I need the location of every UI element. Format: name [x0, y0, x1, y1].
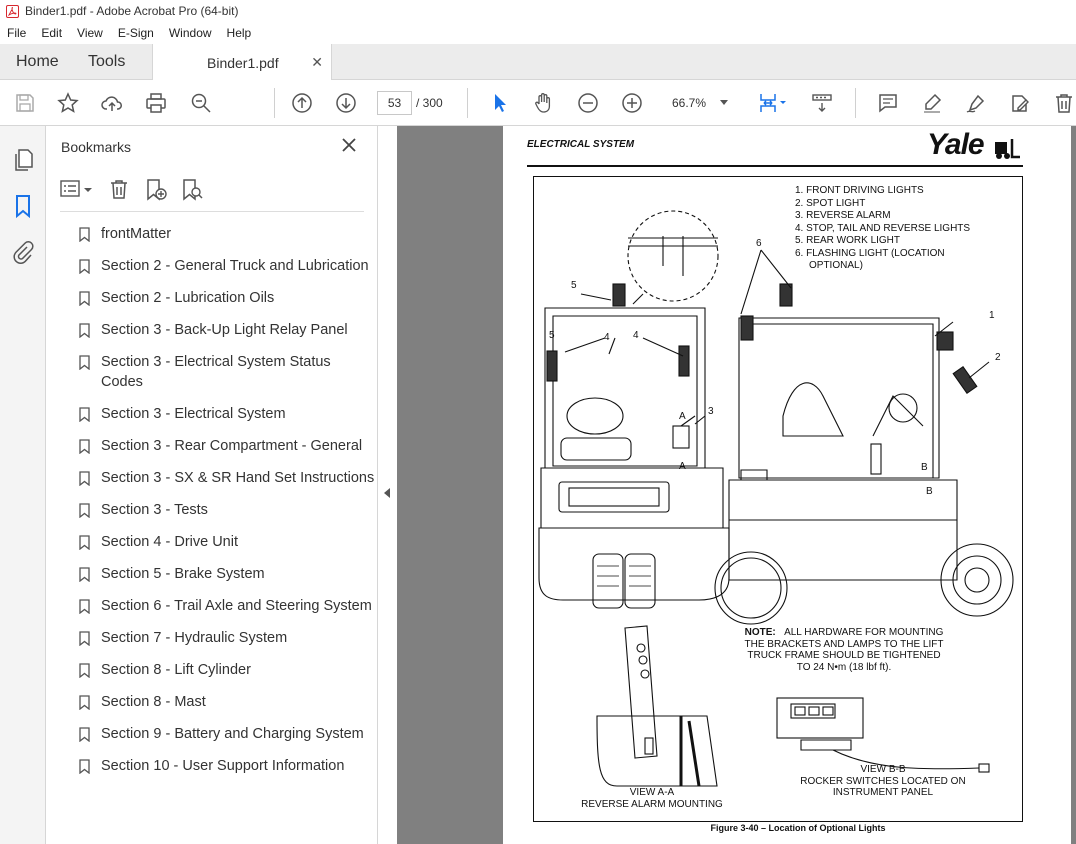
toolbar-divider: [855, 88, 856, 118]
note-line: THE BRACKETS AND LAMPS TO THE LIFT: [744, 638, 944, 650]
legend-item: 6. FLASHING LIGHT (LOCATION: [795, 247, 945, 259]
bookmark-item[interactable]: [76, 724, 376, 744]
bookmark-icon: [79, 727, 90, 742]
callout-1: 1: [989, 310, 995, 321]
edit-pdf-icon[interactable]: [1008, 91, 1032, 115]
header-rule: [527, 165, 1023, 167]
zoom-select[interactable]: [662, 91, 734, 115]
bookmark-icon: [79, 471, 90, 486]
document-viewer[interactable]: [397, 126, 1076, 844]
close-icon[interactable]: [340, 136, 358, 154]
bookmark-label: Section 8 - Mast: [101, 694, 206, 710]
bookmark-icon: [79, 535, 90, 550]
bookmark-list: [76, 224, 376, 788]
bookmark-item[interactable]: [76, 468, 376, 488]
bookmark-item[interactable]: [76, 500, 376, 520]
callout-a: A: [679, 461, 686, 472]
view-bb-caption: ROCKER SWITCHES LOCATED ON: [800, 775, 966, 787]
menu-view[interactable]: View: [77, 26, 103, 40]
bookmark-item[interactable]: [76, 564, 376, 584]
new-bookmark-icon[interactable]: [144, 178, 168, 202]
legend-item: 3. REVERSE ALARM: [795, 210, 891, 221]
page-total: / 300: [416, 96, 443, 110]
legend-item: 5. REAR WORK LIGHT: [795, 235, 901, 246]
page-number-input[interactable]: 53: [377, 91, 412, 115]
options-menu-icon[interactable]: [60, 179, 94, 199]
toolbar-divider: [274, 88, 275, 118]
delete-bookmark-icon[interactable]: [108, 178, 130, 200]
view-aa-label: [577, 787, 727, 810]
forklift-logo-icon: [993, 138, 1021, 160]
menu-edit[interactable]: Edit: [41, 26, 63, 40]
bookmark-icon: [79, 259, 90, 274]
menu-file[interactable]: File: [7, 26, 27, 40]
bookmarks-panel: [46, 126, 378, 844]
bookmark-item[interactable]: [76, 404, 376, 424]
tab-document[interactable]: [152, 44, 332, 81]
bookmark-item[interactable]: [76, 320, 376, 340]
bookmark-item[interactable]: [76, 756, 376, 776]
callout-6: 6: [756, 238, 762, 249]
bookmark-item[interactable]: [76, 596, 376, 616]
bookmark-label: Section 3 - Electrical System Status Codes: [101, 354, 331, 390]
view-aa-title: VIEW A-A: [629, 787, 675, 798]
note-line: TRUCK FRAME SHOULD BE TIGHTENED: [747, 650, 941, 661]
bookmark-item[interactable]: [76, 288, 376, 308]
chevron-down-icon: [720, 100, 728, 105]
bookmark-icon: [79, 227, 90, 242]
bookmark-label: Section 3 - Electrical System: [101, 406, 286, 422]
note-line: ALL HARDWARE FOR MOUNTING: [784, 627, 944, 638]
menu-window[interactable]: Window: [168, 26, 212, 40]
legend-item: 1. FRONT DRIVING LIGHTS: [795, 185, 924, 196]
bookmark-item[interactable]: [76, 224, 376, 244]
print-icon[interactable]: [144, 91, 168, 115]
bookmark-star-icon[interactable]: [56, 91, 80, 115]
tab-document-label: Binder1.pdf: [207, 54, 279, 71]
zoom-out-icon[interactable]: [576, 91, 600, 115]
bookmark-label: Section 4 - Drive Unit: [101, 534, 238, 550]
tab-bar: [0, 44, 1076, 80]
main-toolbar: [0, 80, 1076, 126]
note-line: TO 24 N•m (18 lbf ft).: [796, 661, 892, 673]
figure-caption: Figure 3-40 – Location of Optional Lights: [710, 823, 886, 833]
zoom-search-icon[interactable]: [189, 91, 213, 115]
callout-3: 3: [708, 406, 714, 417]
note-label: NOTE:: [744, 627, 776, 638]
previous-page-icon[interactable]: [290, 91, 314, 115]
bookmark-label: Section 10 - User Support Information: [101, 758, 345, 774]
attachments-icon[interactable]: [11, 240, 35, 264]
panel-collapse-handle[interactable]: [379, 126, 397, 844]
bookmark-item[interactable]: [76, 692, 376, 712]
bookmark-label: Section 7 - Hydraulic System: [101, 630, 288, 646]
callout-4: 4: [633, 330, 639, 341]
legend-item: 2. SPOT LIGHT: [795, 197, 866, 209]
bookmarks-panel-icon[interactable]: [11, 194, 35, 218]
sign-pen-icon[interactable]: [964, 91, 988, 115]
bookmark-icon: [79, 631, 90, 646]
bookmark-icon: [79, 323, 90, 338]
callout-b: B: [926, 486, 933, 497]
callout-4: 4: [604, 332, 610, 343]
scroll-mode-icon[interactable]: [810, 91, 834, 115]
bookmarks-toolbar: [60, 176, 366, 202]
collapse-arrow-icon: [384, 488, 390, 498]
view-aa-caption: REVERSE ALARM MOUNTING: [581, 798, 723, 810]
bookmark-icon: [79, 567, 90, 582]
legend-item: OPTIONAL): [809, 260, 863, 271]
bookmark-item[interactable]: [76, 352, 376, 392]
menu-help[interactable]: Help: [226, 26, 252, 40]
bookmark-label: frontMatter: [101, 226, 172, 242]
save-icon[interactable]: [13, 91, 37, 115]
zoom-in-icon[interactable]: [620, 91, 644, 115]
bookmark-icon: [79, 759, 90, 774]
comment-icon[interactable]: [876, 91, 900, 115]
bookmark-label: Section 3 - SX & SR Hand Set Instructions: [101, 470, 375, 486]
bookmark-label: Section 2 - General Truck and Lubrication: [101, 258, 369, 274]
bookmark-item[interactable]: [76, 436, 376, 456]
acrobat-app-icon: [6, 5, 19, 18]
bookmark-label: Section 8 - Lift Cylinder: [101, 662, 251, 678]
divider: [60, 211, 364, 212]
legend-item: 4. STOP, TAIL AND REVERSE LIGHTS: [795, 222, 971, 234]
next-page-icon[interactable]: [334, 91, 358, 115]
bookmark-item[interactable]: [76, 532, 376, 552]
bookmark-label: Section 2 - Lubrication Oils: [101, 290, 275, 306]
upload-cloud-icon[interactable]: [100, 91, 124, 115]
delete-icon[interactable]: [1052, 91, 1076, 115]
bookmark-icon: [79, 695, 90, 710]
highlight-pen-icon[interactable]: [920, 91, 944, 115]
callout-5: 5: [571, 280, 577, 291]
tab-tools[interactable]: Tools: [88, 53, 126, 70]
bookmark-label: Section 3 - Tests: [101, 502, 208, 518]
find-bookmark-icon[interactable]: [180, 178, 204, 202]
bookmark-icon: [79, 599, 90, 614]
navigation-rail: [0, 126, 46, 844]
view-bb-title: VIEW B-B: [860, 764, 906, 775]
zoom-value: 66.7%: [672, 96, 707, 110]
bookmark-label: Section 3 - Rear Compartment - General: [101, 438, 363, 454]
fit-page-dropdown-icon[interactable]: [778, 91, 788, 115]
bookmark-label: Section 3 - Back-Up Light Relay Panel: [101, 322, 348, 338]
view-bb-label: [793, 764, 973, 799]
select-cursor-icon[interactable]: [488, 91, 512, 115]
menu-esign[interactable]: E-Sign: [117, 26, 154, 40]
hardware-note: [739, 627, 949, 673]
bookmark-icon: [79, 407, 90, 422]
bookmark-icon: [79, 503, 90, 518]
bookmark-icon: [79, 291, 90, 306]
menu-bar: [0, 22, 1076, 44]
callout-b: B: [921, 462, 928, 473]
tab-home[interactable]: Home: [16, 53, 59, 70]
page-thumbnails-icon[interactable]: [11, 148, 35, 172]
callout-5: 5: [549, 330, 555, 341]
window-title: Binder1.pdf - Adobe Acrobat Pro (64-bit): [25, 4, 239, 18]
callout-2: 2: [995, 352, 1001, 363]
pdf-page: [503, 126, 1071, 844]
bookmark-item[interactable]: [76, 256, 376, 276]
bookmark-item[interactable]: [76, 628, 376, 648]
yale-logo: Yale: [927, 128, 984, 161]
fit-page-icon[interactable]: [756, 91, 780, 115]
callout-a: A: [679, 411, 686, 422]
view-bb-caption: INSTRUMENT PANEL: [832, 787, 934, 798]
bookmark-icon: [79, 439, 90, 454]
title-bar: [0, 0, 1076, 22]
bookmark-icon: [79, 355, 90, 370]
page-header: ELECTRICAL SYSTEM: [527, 139, 635, 150]
bookmark-label: Section 6 - Trail Axle and Steering System: [101, 598, 372, 614]
hand-tool-icon[interactable]: [532, 91, 556, 115]
bookmark-label: Section 9 - Battery and Charging System: [101, 726, 364, 742]
forklift-technical-drawing: [533, 176, 1023, 822]
bookmark-item[interactable]: [76, 660, 376, 680]
bookmark-label: Section 5 - Brake System: [101, 566, 265, 582]
bookmark-icon: [79, 663, 90, 678]
bookmarks-title: Bookmarks: [61, 139, 132, 155]
toolbar-divider: [467, 88, 468, 118]
close-tab-icon[interactable]: ✕: [311, 54, 323, 70]
